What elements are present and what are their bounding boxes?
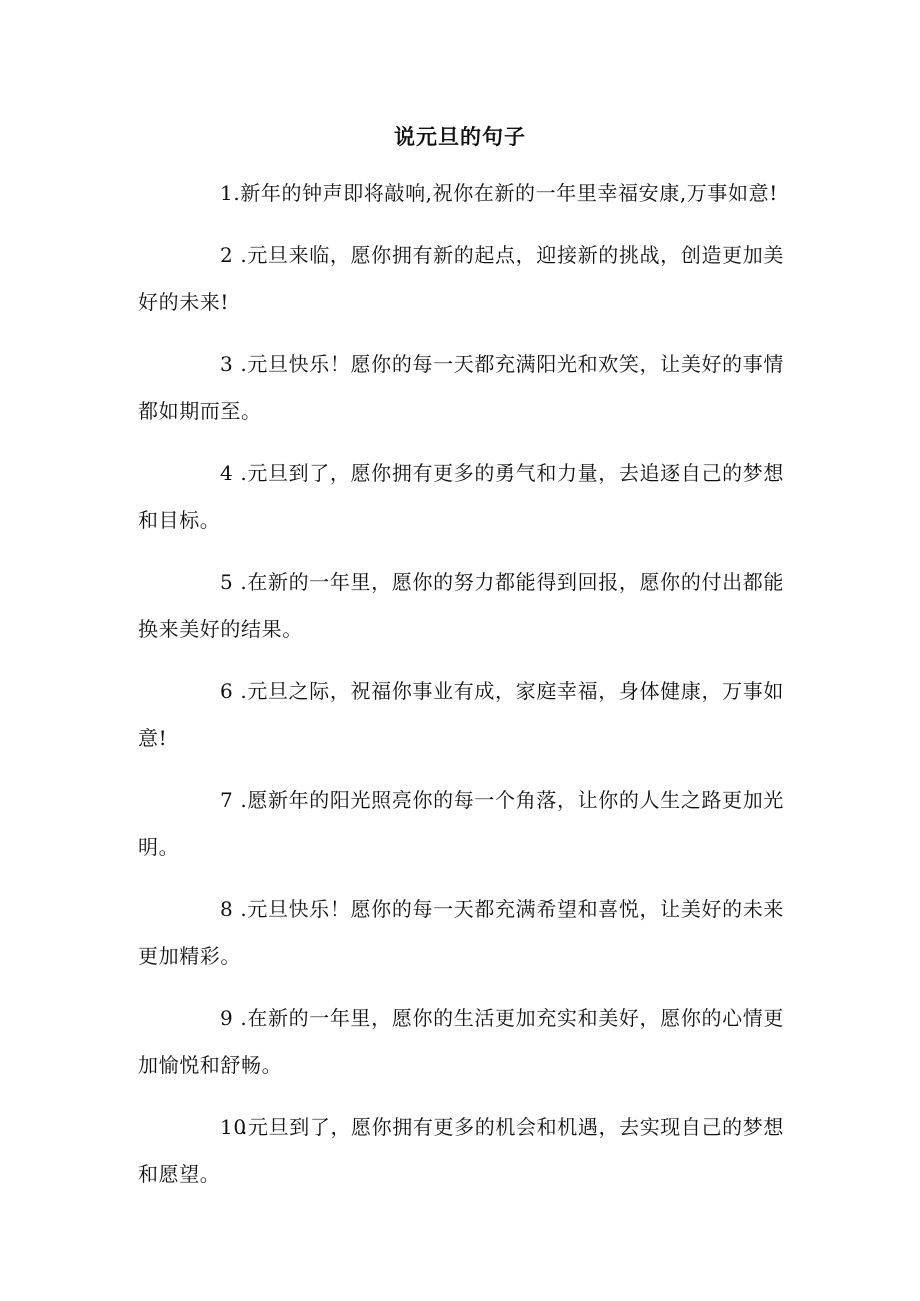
list-item [138, 170, 784, 217]
document-body [138, 170, 784, 1213]
item-number: 10 [220, 1115, 247, 1139]
item-number: 5 [220, 570, 234, 594]
item-number: 1 [220, 181, 234, 205]
item-number: 6 [220, 679, 234, 703]
item-number: 3 [220, 352, 234, 376]
item-text: .元旦到了，愿你拥有更多的机会和机遇，去实现自己的梦想和愿望。 [138, 1115, 784, 1186]
list-item [138, 1104, 784, 1198]
item-text: .新年的钟声即将敲响,祝你在新的一年里幸福安康,万事如意! [233, 181, 778, 205]
item-number: 4 [220, 461, 234, 485]
item-text: .元旦到了，愿你拥有更多的勇气和力量，去追逐自己的梦想和目标。 [138, 461, 784, 532]
item-number: 7 [220, 788, 234, 812]
item-text: .元旦快乐！愿你的每一天都充满阳光和欢笑，让美好的事情都如期而至。 [138, 352, 784, 423]
item-text: .元旦快乐！愿你的每一天都充满希望和喜悦，让美好的未来更加精彩。 [138, 897, 784, 968]
item-text: .元旦来临，愿你拥有新的起点，迎接新的挑战，创造更加美好的未来! [138, 243, 784, 314]
item-text: .愿新年的阳光照亮你的每一个角落，让你的人生之路更加光明。 [138, 788, 784, 859]
list-item [138, 777, 784, 871]
list-item [138, 559, 784, 653]
list-item [138, 886, 784, 980]
item-number: 9 [220, 1006, 234, 1030]
item-text: .在新的一年里，愿你的努力都能得到回报，愿你的付出都能换来美好的结果。 [138, 570, 784, 641]
item-number: 8 [220, 897, 234, 921]
list-item [138, 341, 784, 435]
item-text: .元旦之际，祝福你事业有成，家庭幸福，身体健康，万事如意! [138, 679, 784, 750]
item-number: 2 [220, 243, 234, 267]
list-item [138, 995, 784, 1089]
document-title: 说元旦的句子 [394, 125, 526, 149]
item-text: .在新的一年里，愿你的生活更加充实和美好，愿你的心情更加愉悦和舒畅。 [138, 1006, 784, 1077]
list-item [138, 232, 784, 326]
list-item [138, 668, 784, 762]
list-item [138, 450, 784, 544]
